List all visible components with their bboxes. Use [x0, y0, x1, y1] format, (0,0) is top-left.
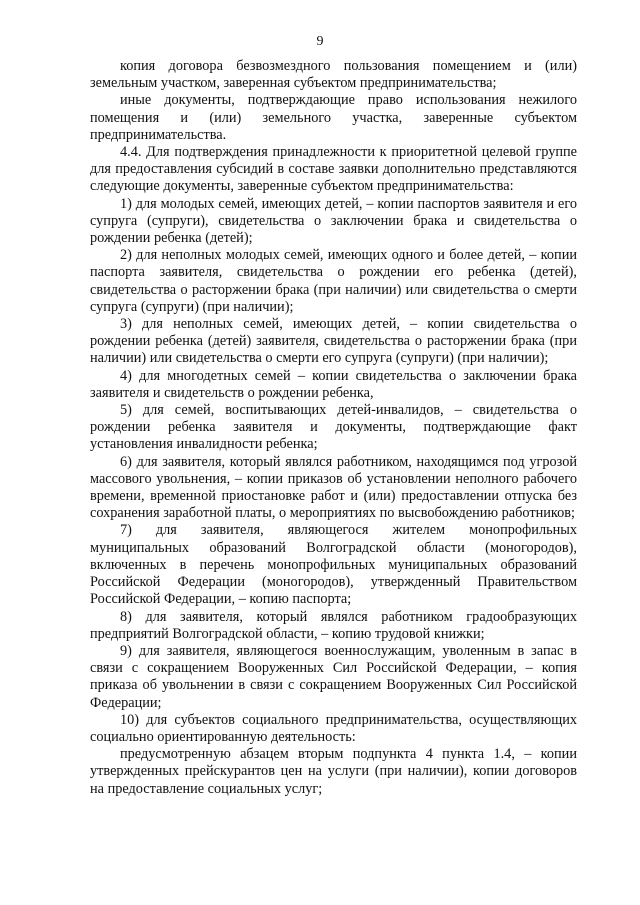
list-item-6: 6) для заявителя, который являлся работником, находящимся под угрозой массового увольнения, – копии приказов об установлении неполного рабочего времени, временной приостановке работ и (или) предоставлении отпуска без сохранения заработной платы, о мероприятиях по высвобождению работников; [90, 453, 577, 522]
paragraph-social-services: предусмотренную абзацем вторым подпункта 4 пункта 1.4, – копии утвержденных прейскурантов цен на услуги (при наличии), копии договоров на предоставление социальных услуг; [90, 746, 577, 797]
list-item-1: 1) для молодых семей, имеющих детей, – копии паспортов заявителя и его супруга (супруги), свидетельства о заключении брака и свидетельства о рождении ребенка (детей); [90, 195, 577, 247]
list-item-10: 10) для субъектов социального предпринимательства, осуществляющих социально ориентированную деятельность: [90, 711, 577, 745]
paragraph-2: иные документы, подтверждающие право использования нежилого помещения и (или) земельного участка, заверенные субъектом предпринимательства. [90, 92, 577, 143]
list-item-2: 2) для неполных молодых семей, имеющих одного и более детей, – копии паспорта заявителя, свидетельства о рождении его ребенка (детей), свидетельства о расторжении брака (при наличии) или свидетельства о смерти супруга (супруги) (при наличии); [90, 247, 577, 315]
list-item-7: 7) для заявителя, являющегося жителем монопрофильных муниципальных образований Волгоградской области (моногородов), включенных в перечень монопрофильных муниципальных образований Российской Федерации (моногородов), утвержденный Правительством Российской Федерации, – копию паспорта; [90, 522, 577, 608]
list-item-3: 3) для неполных семей, имеющих детей, – копии свидетельства о рождении ребенка (детей) заявителя, свидетельства о расторжении брака (при наличии) или свидетельства о смерти его супруга (супруги) (при наличии); [90, 316, 577, 367]
list-item-5: 5) для семей, воспитывающих детей-инвалидов, – свидетельства о рождении ребенка заявителя и документы, подтверждающие факт установления инвалидности ребенка; [90, 402, 577, 453]
list-item-9: 9) для заявителя, являющегося военнослужащим, уволенным в запас в связи с сокращением Вооруженных Сил Российской Федерации, – копия приказа об увольнении в связи с сокращением Вооруженных Сил Российской Федерации; [90, 642, 577, 711]
document-body [90, 58, 577, 798]
list-item-4: 4) для многодетных семей – копии свидетельства о заключении брака заявителя и свидетельств о рождении ребенка, [90, 367, 577, 401]
paragraph-1: копия договора безвозмездного пользования помещением и (или) земельным участком, заверенная субъектом предпринимательства; [90, 58, 577, 92]
list-item-8: 8) для заявителя, который являлся работником градообразующих предприятий Волгоградской области, – копию трудовой книжки; [90, 608, 577, 642]
paragraph-4-4: 4.4. Для подтверждения принадлежности к приоритетной целевой группе для предоставления субсидий в составе заявки дополнительно представляются следующие документы, заверенные субъектом предпринимательства: [90, 144, 577, 195]
page-number: 9 [316, 34, 324, 49]
